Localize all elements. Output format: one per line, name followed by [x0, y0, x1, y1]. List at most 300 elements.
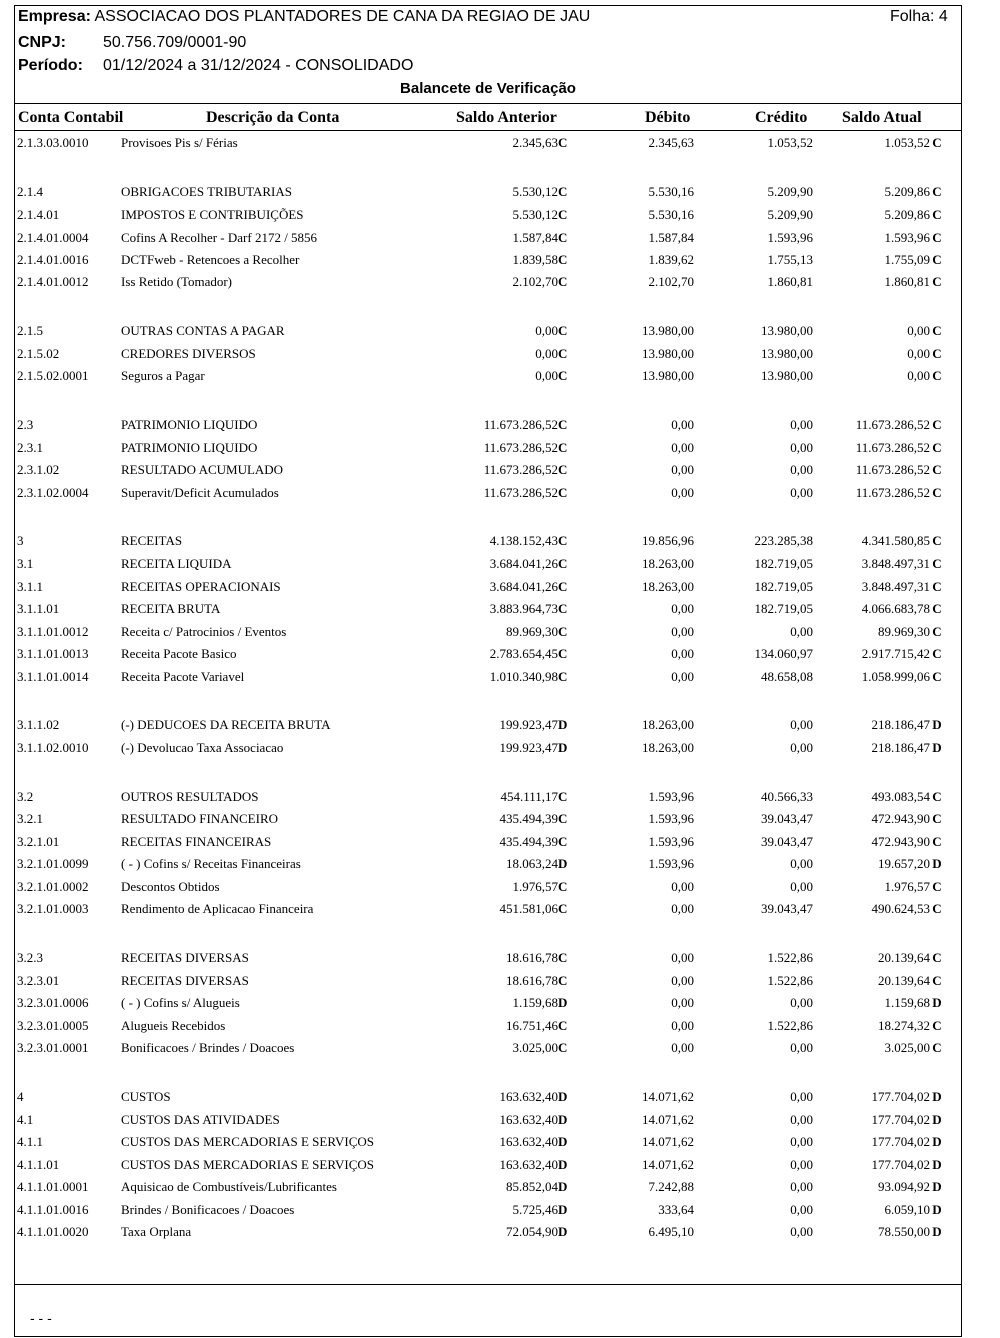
- credito-value: 0,00: [790, 624, 813, 639]
- saldo-atual-dc: C: [932, 646, 942, 661]
- debito-value: 1.593,96: [648, 856, 694, 871]
- account-description: PATRIMONIO LIQUIDO: [121, 440, 258, 455]
- saldo-anterior-dc: D: [558, 1179, 568, 1194]
- saldo-anterior-value: 199.923,47: [499, 717, 558, 732]
- saldo-atual-dc: C: [932, 462, 942, 477]
- account-description: Cofins A Recolher - Darf 2172 / 5856: [121, 230, 318, 245]
- credito-value: 48.658,08: [761, 669, 813, 684]
- saldo-atual-value: 1.053,52: [884, 135, 930, 150]
- folha-label: Folha:: [890, 8, 935, 25]
- credito-value: 0,00: [790, 1112, 813, 1127]
- account-code: 2.1.4.01.0012: [17, 274, 89, 289]
- saldo-atual-value: 78.550,00: [878, 1224, 930, 1239]
- saldo-anterior-dc: C: [558, 669, 568, 684]
- debito-value: 1.593,96: [648, 811, 694, 826]
- account-description: CREDORES DIVERSOS: [121, 346, 256, 361]
- saldo-atual-cell: [872, 1132, 944, 1152]
- credito-value: 13.980,00: [761, 346, 813, 361]
- table-row: [0, 599, 1000, 619]
- debito-value: 1.839,62: [648, 252, 694, 267]
- saldo-atual-cell: [885, 228, 944, 248]
- saldo-anterior-cell: [506, 854, 568, 874]
- saldo-atual-cell: [885, 182, 944, 202]
- periodo-value: 01/12/2024 a 31/12/2024 - CONSOLIDADO: [103, 57, 414, 74]
- account-description: OBRIGACOES TRIBUTARIAS: [121, 184, 292, 199]
- credito-value: 40.566,33: [761, 789, 813, 804]
- table-row: [0, 809, 1000, 829]
- saldo-atual-value: 5.209,86: [884, 207, 930, 222]
- saldo-atual-cell: [885, 1200, 944, 1220]
- saldo-anterior-value: 0,00: [535, 368, 558, 383]
- credito-value: 1.593,96: [767, 230, 813, 245]
- saldo-atual-value: 1.593,96: [884, 230, 930, 245]
- account-code: 3.2.3.01.0001: [17, 1040, 89, 1055]
- debito-value: 13.980,00: [642, 323, 694, 338]
- saldo-atual-value: 19.657,20: [878, 856, 930, 871]
- saldo-anterior-value: 1.159,68: [512, 995, 558, 1010]
- saldo-atual-dc: C: [932, 950, 942, 965]
- saldo-atual-cell: [872, 809, 944, 829]
- saldo-atual-dc: C: [932, 440, 942, 455]
- credito-value: 1.860,81: [767, 274, 813, 289]
- saldo-atual-dc: D: [932, 1112, 942, 1127]
- saldo-anterior-dc: D: [558, 1089, 568, 1104]
- saldo-anterior-cell: [500, 809, 569, 829]
- credito-value: 134.060,97: [754, 646, 813, 661]
- account-description: Rendimento de Aplicacao Financeira: [121, 901, 314, 916]
- debito-value: 0,00: [671, 879, 694, 894]
- saldo-atual-value: 1.159,68: [884, 995, 930, 1010]
- credito-value: 182.719,05: [754, 579, 813, 594]
- saldo-anterior-dc: C: [558, 973, 568, 988]
- saldo-atual-cell: [885, 877, 944, 897]
- account-description: (-) DEDUCOES DA RECEITA BRUTA: [121, 717, 331, 732]
- saldo-anterior-cell: [490, 667, 568, 687]
- account-code: 2.1.5: [17, 323, 43, 338]
- debito-value: 14.071,62: [642, 1112, 694, 1127]
- table-row: [0, 577, 1000, 597]
- credito-value: 0,00: [790, 856, 813, 871]
- folha-value: 4: [938, 8, 948, 25]
- saldo-anterior-value: 4.138.152,43: [489, 533, 558, 548]
- saldo-atual-cell: [878, 971, 943, 991]
- saldo-anterior-value: 3.684.041,26: [489, 579, 558, 594]
- saldo-atual-dc: D: [932, 1202, 942, 1217]
- debito-value: 5.530,16: [648, 207, 694, 222]
- saldo-atual-cell: [872, 832, 944, 852]
- empresa-value: ASSOCIACAO DOS PLANTADORES DE CANA DA REGIAO DE JAU: [94, 8, 591, 25]
- cnpj-label: CNPJ:: [18, 34, 67, 51]
- account-code: 3.1.1.02.0010: [17, 740, 89, 755]
- saldo-anterior-value: 11.673.286,52: [483, 440, 558, 455]
- credito-value: 0,00: [790, 1089, 813, 1104]
- col-saldo-anterior: Saldo Anterior: [456, 109, 557, 126]
- debito-value: 0,00: [671, 950, 694, 965]
- saldo-anterior-cell: [513, 182, 569, 202]
- credito-value: 0,00: [790, 1202, 813, 1217]
- account-description: Bonificacoes / Brindes / Doacoes: [121, 1040, 295, 1055]
- table-row: [0, 460, 1000, 480]
- account-description: Descontos Obtidos: [121, 879, 220, 894]
- saldo-anterior-cell: [500, 832, 569, 852]
- saldo-anterior-dc: C: [558, 950, 568, 965]
- debito-value: 14.071,62: [642, 1157, 694, 1172]
- account-code: 3.2.3: [17, 950, 43, 965]
- table-row: [0, 415, 1000, 435]
- saldo-anterior-cell: [490, 599, 568, 619]
- saldo-anterior-dc: C: [558, 417, 568, 432]
- account-code: 3.2.3.01: [17, 973, 60, 988]
- debito-value: 0,00: [671, 440, 694, 455]
- saldo-atual-cell: [878, 1222, 943, 1242]
- table-row: [0, 228, 1000, 248]
- saldo-anterior-value: 163.632,40: [499, 1157, 558, 1172]
- saldo-atual-value: 4.066.683,78: [861, 601, 930, 616]
- table-row: [0, 483, 1000, 503]
- saldo-anterior-dc: C: [558, 462, 568, 477]
- saldo-anterior-cell: [513, 272, 569, 292]
- saldo-atual-dc: C: [932, 323, 942, 338]
- account-code: 3.1.1.01.0013: [17, 646, 89, 661]
- credito-value: 0,00: [790, 740, 813, 755]
- debito-value: 0,00: [671, 1018, 694, 1033]
- account-code: 4.1.1.01.0001: [17, 1179, 89, 1194]
- saldo-atual-dc: D: [932, 1134, 942, 1149]
- credito-value: 13.980,00: [761, 323, 813, 338]
- saldo-anterior-cell: [513, 133, 569, 153]
- account-code: 2.1.4.01: [17, 207, 60, 222]
- saldo-atual-cell: [885, 993, 944, 1013]
- saldo-atual-value: 89.969,30: [878, 624, 930, 639]
- saldo-atual-cell: [878, 1177, 943, 1197]
- saldo-anterior-dc: C: [558, 135, 568, 150]
- saldo-anterior-dc: C: [558, 879, 568, 894]
- saldo-atual-dc: D: [932, 1089, 942, 1104]
- account-description: RESULTADO ACUMULADO: [121, 462, 284, 477]
- account-description: PATRIMONIO LIQUIDO: [121, 417, 258, 432]
- debito-value: 14.071,62: [642, 1089, 694, 1104]
- saldo-anterior-value: 2.102,70: [512, 274, 558, 289]
- saldo-anterior-value: 18.616,78: [506, 950, 558, 965]
- saldo-atual-value: 11.673.286,52: [855, 440, 930, 455]
- saldo-atual-dc: C: [932, 368, 942, 383]
- debito-value: 333,64: [658, 1202, 694, 1217]
- credito-value: 0,00: [790, 1134, 813, 1149]
- saldo-anterior-dc: C: [558, 579, 568, 594]
- saldo-atual-value: 20.139,64: [878, 950, 930, 965]
- account-description: Brindes / Bonificacoes / Doacoes: [121, 1202, 295, 1217]
- account-code: 3.1.1.01: [17, 601, 60, 616]
- saldo-anterior-value: 89.969,30: [506, 624, 558, 639]
- saldo-atual-dc: C: [932, 789, 942, 804]
- saldo-atual-dc: C: [932, 252, 942, 267]
- saldo-anterior-value: 18.616,78: [506, 973, 558, 988]
- debito-value: 6.495,10: [648, 1224, 694, 1239]
- credito-value: 39.043,47: [761, 811, 813, 826]
- account-description: Taxa Orplana: [121, 1224, 192, 1239]
- credito-value: 39.043,47: [761, 901, 813, 916]
- debito-value: 18.263,00: [642, 717, 694, 732]
- saldo-anterior-value: 163.632,40: [499, 1112, 558, 1127]
- account-code: 3.2.1.01: [17, 834, 60, 849]
- table-row: [0, 554, 1000, 574]
- debito-value: 0,00: [671, 669, 694, 684]
- account-description: RECEITAS FINANCEIRAS: [121, 834, 272, 849]
- credito-value: 1.755,13: [767, 252, 813, 267]
- saldo-atual-cell: [862, 644, 943, 664]
- debito-value: 0,00: [671, 995, 694, 1010]
- cnpj-value: 50.756.709/0001-90: [103, 34, 247, 51]
- saldo-atual-value: 1.058.999,06: [861, 669, 930, 684]
- saldo-anterior-cell: [500, 1110, 569, 1130]
- saldo-anterior-dc: C: [558, 556, 568, 571]
- saldo-anterior-cell: [513, 205, 569, 225]
- saldo-anterior-value: 1.839,58: [512, 252, 558, 267]
- table-row: [0, 272, 1000, 292]
- saldo-anterior-cell: [513, 993, 569, 1013]
- saldo-atual-cell: [907, 366, 943, 386]
- saldo-anterior-cell: [490, 577, 568, 597]
- saldo-atual-dc: C: [932, 417, 942, 432]
- saldo-atual-cell: [885, 250, 944, 270]
- saldo-atual-dc: C: [932, 135, 942, 150]
- saldo-anterior-dc: D: [558, 1112, 568, 1127]
- table-row: [0, 1016, 1000, 1036]
- debito-value: 0,00: [671, 901, 694, 916]
- table-row: [0, 877, 1000, 897]
- table-row: [0, 971, 1000, 991]
- account-description: RECEITA BRUTA: [121, 601, 221, 616]
- saldo-anterior-cell: [490, 554, 568, 574]
- saldo-anterior-value: 1.976,57: [512, 879, 558, 894]
- saldo-atual-value: 1.755,09: [884, 252, 930, 267]
- saldo-atual-cell: [862, 599, 943, 619]
- saldo-anterior-dc: C: [558, 252, 568, 267]
- table-row: [0, 344, 1000, 364]
- saldo-atual-dc: D: [932, 1224, 942, 1239]
- cnpj-line: [18, 33, 66, 53]
- saldo-atual-cell: [878, 1016, 943, 1036]
- saldo-anterior-cell: [513, 877, 569, 897]
- saldo-atual-value: 11.673.286,52: [855, 462, 930, 477]
- saldo-atual-cell: [856, 483, 943, 503]
- debito-value: 2.102,70: [648, 274, 694, 289]
- account-description: CUSTOS DAS MERCADORIAS E SERVIÇOS: [121, 1157, 374, 1172]
- saldo-atual-cell: [856, 438, 943, 458]
- account-code: 3.1.1: [17, 579, 43, 594]
- col-conta: Conta Contabil: [18, 109, 124, 126]
- account-code: 2.1.5.02.0001: [17, 368, 89, 383]
- credito-value: 0,00: [790, 440, 813, 455]
- credito-value: 39.043,47: [761, 834, 813, 849]
- header-top-rule: [14, 103, 962, 104]
- saldo-atual-cell: [885, 205, 944, 225]
- saldo-atual-dc: C: [932, 207, 942, 222]
- saldo-anterior-value: 11.673.286,52: [483, 417, 558, 432]
- saldo-atual-dc: C: [932, 579, 942, 594]
- saldo-anterior-cell: [535, 344, 568, 364]
- account-code: 4.1: [17, 1112, 34, 1127]
- account-description: DCTFweb - Retencoes a Recolher: [121, 252, 300, 267]
- saldo-anterior-dc: C: [558, 624, 568, 639]
- account-code: 2.3.1.02.0004: [17, 485, 89, 500]
- saldo-anterior-cell: [506, 1016, 568, 1036]
- saldo-anterior-value: 16.751,46: [506, 1018, 558, 1033]
- account-description: ( - ) Cofins s/ Receitas Financeiras: [121, 856, 301, 871]
- account-description: Aquisicao de Combustíveis/Lubrificantes: [121, 1179, 337, 1194]
- account-code: 2.3.1: [17, 440, 43, 455]
- table-row: [0, 366, 1000, 386]
- saldo-anterior-cell: [535, 366, 568, 386]
- credito-value: 1.522,86: [767, 973, 813, 988]
- periodo-line: [18, 56, 83, 76]
- debito-value: 1.593,96: [648, 834, 694, 849]
- saldo-anterior-value: 435.494,39: [499, 811, 558, 826]
- saldo-atual-dc: C: [932, 1040, 942, 1055]
- saldo-atual-cell: [862, 554, 943, 574]
- saldo-anterior-value: 0,00: [535, 346, 558, 361]
- saldo-atual-value: 1.976,57: [884, 879, 930, 894]
- saldo-atual-value: 2.917.715,42: [861, 646, 930, 661]
- saldo-atual-cell: [878, 948, 943, 968]
- debito-value: 0,00: [671, 973, 694, 988]
- account-code: 4.1.1: [17, 1134, 43, 1149]
- saldo-atual-value: 490.624,53: [871, 901, 930, 916]
- account-code: 4: [17, 1089, 24, 1104]
- account-description: Iss Retido (Tomador): [121, 274, 233, 289]
- saldo-atual-cell: [872, 899, 944, 919]
- saldo-anterior-cell: [506, 1177, 568, 1197]
- saldo-atual-value: 493.083,54: [871, 789, 930, 804]
- saldo-atual-cell: [878, 622, 943, 642]
- col-saldo-atual: Saldo Atual: [842, 109, 922, 126]
- saldo-anterior-value: 85.852,04: [506, 1179, 558, 1194]
- table-row: [0, 250, 1000, 270]
- account-description: Receita Pacote Variavel: [121, 669, 245, 684]
- table-row: [0, 899, 1000, 919]
- table-row: [0, 854, 1000, 874]
- saldo-anterior-dc: D: [558, 1202, 568, 1217]
- account-code: 3.1.1.01.0012: [17, 624, 89, 639]
- saldo-atual-dc: C: [932, 879, 942, 894]
- account-code: 2.1.3.03.0010: [17, 135, 89, 150]
- saldo-anterior-cell: [500, 787, 568, 807]
- saldo-anterior-value: 435.494,39: [499, 834, 558, 849]
- footer-rule: [14, 1284, 962, 1285]
- saldo-anterior-dc: C: [558, 1018, 568, 1033]
- saldo-anterior-dc: C: [558, 368, 568, 383]
- account-code: 3.2.3.01.0006: [17, 995, 89, 1010]
- saldo-atual-cell: [885, 133, 944, 153]
- saldo-anterior-cell: [490, 531, 568, 551]
- account-code: 3.1.1.01.0014: [17, 669, 89, 684]
- col-descricao: Descrição da Conta: [206, 109, 340, 126]
- table-row: [0, 622, 1000, 642]
- debito-value: 0,00: [671, 1040, 694, 1055]
- periodo-label: Período:: [18, 57, 83, 74]
- account-code: 3: [17, 533, 24, 548]
- saldo-atual-dc: D: [932, 717, 942, 732]
- credito-value: 5.209,90: [767, 207, 813, 222]
- saldo-atual-dc: C: [932, 274, 942, 289]
- saldo-atual-cell: [856, 415, 943, 435]
- account-code: 3.2.1.01.0002: [17, 879, 89, 894]
- saldo-anterior-cell: [500, 1132, 569, 1152]
- account-code: 2.1.5.02: [17, 346, 60, 361]
- account-code: 2.1.4.01.0016: [17, 252, 89, 267]
- credito-value: 182.719,05: [754, 601, 813, 616]
- saldo-atual-value: 472.943,90: [871, 811, 930, 826]
- saldo-atual-value: 1.860,81: [884, 274, 930, 289]
- credito-value: 0,00: [790, 1040, 813, 1055]
- saldo-atual-cell: [862, 531, 943, 551]
- saldo-atual-dc: C: [932, 973, 942, 988]
- saldo-anterior-cell: [484, 415, 568, 435]
- credito-value: 13.980,00: [761, 368, 813, 383]
- saldo-anterior-value: 5.530,12: [512, 184, 558, 199]
- table-row: [0, 787, 1000, 807]
- saldo-atual-value: 5.209,86: [884, 184, 930, 199]
- account-description: RESULTADO FINANCEIRO: [121, 811, 279, 826]
- saldo-atual-value: 177.704,02: [871, 1157, 930, 1172]
- saldo-atual-cell: [885, 1038, 944, 1058]
- saldo-anterior-cell: [500, 899, 569, 919]
- saldo-atual-dc: D: [932, 995, 942, 1010]
- credito-value: 182.719,05: [754, 556, 813, 571]
- account-description: Receita c/ Patrocinios / Eventos: [121, 624, 287, 639]
- saldo-anterior-value: 163.632,40: [499, 1134, 558, 1149]
- saldo-atual-cell: [907, 344, 943, 364]
- credito-value: 0,00: [790, 485, 813, 500]
- saldo-atual-dc: C: [932, 1018, 942, 1033]
- account-code: 2.1.4: [17, 184, 43, 199]
- saldo-atual-cell: [856, 460, 943, 480]
- table-row: [0, 1200, 1000, 1220]
- saldo-anterior-cell: [484, 460, 568, 480]
- saldo-atual-dc: C: [932, 230, 942, 245]
- account-description: RECEITAS OPERACIONAIS: [121, 579, 281, 594]
- account-description: Seguros a Pagar: [121, 368, 205, 383]
- saldo-anterior-value: 451.581,06: [499, 901, 558, 916]
- saldo-atual-value: 0,00: [907, 368, 930, 383]
- account-code: 4.1.1.01: [17, 1157, 60, 1172]
- credito-value: 0,00: [790, 995, 813, 1010]
- table-row: [0, 1132, 1000, 1152]
- saldo-anterior-value: 454.111,17: [500, 789, 558, 804]
- account-code: 3.2.1.01.0003: [17, 901, 89, 916]
- table-row: [0, 667, 1000, 687]
- saldo-atual-value: 177.704,02: [871, 1089, 930, 1104]
- account-description: Superavit/Deficit Acumulados: [121, 485, 279, 500]
- saldo-anterior-value: 2.345,63: [512, 135, 558, 150]
- saldo-atual-value: 0,00: [907, 346, 930, 361]
- table-row: [0, 1110, 1000, 1130]
- saldo-anterior-value: 11.673.286,52: [483, 485, 558, 500]
- saldo-atual-value: 472.943,90: [871, 834, 930, 849]
- saldo-anterior-dc: C: [558, 323, 568, 338]
- saldo-anterior-dc: C: [558, 601, 568, 616]
- saldo-anterior-dc: D: [558, 1157, 568, 1172]
- empresa-label: Empresa:: [18, 8, 91, 25]
- debito-value: 1.587,84: [648, 230, 694, 245]
- saldo-anterior-value: 3.684.041,26: [489, 556, 558, 571]
- saldo-anterior-value: 0,00: [535, 323, 558, 338]
- saldo-anterior-cell: [500, 738, 569, 758]
- account-description: RECEITA LIQUIDA: [121, 556, 232, 571]
- saldo-atual-value: 93.094,92: [878, 1179, 930, 1194]
- saldo-anterior-dc: D: [558, 1224, 568, 1239]
- saldo-anterior-dc: C: [558, 533, 568, 548]
